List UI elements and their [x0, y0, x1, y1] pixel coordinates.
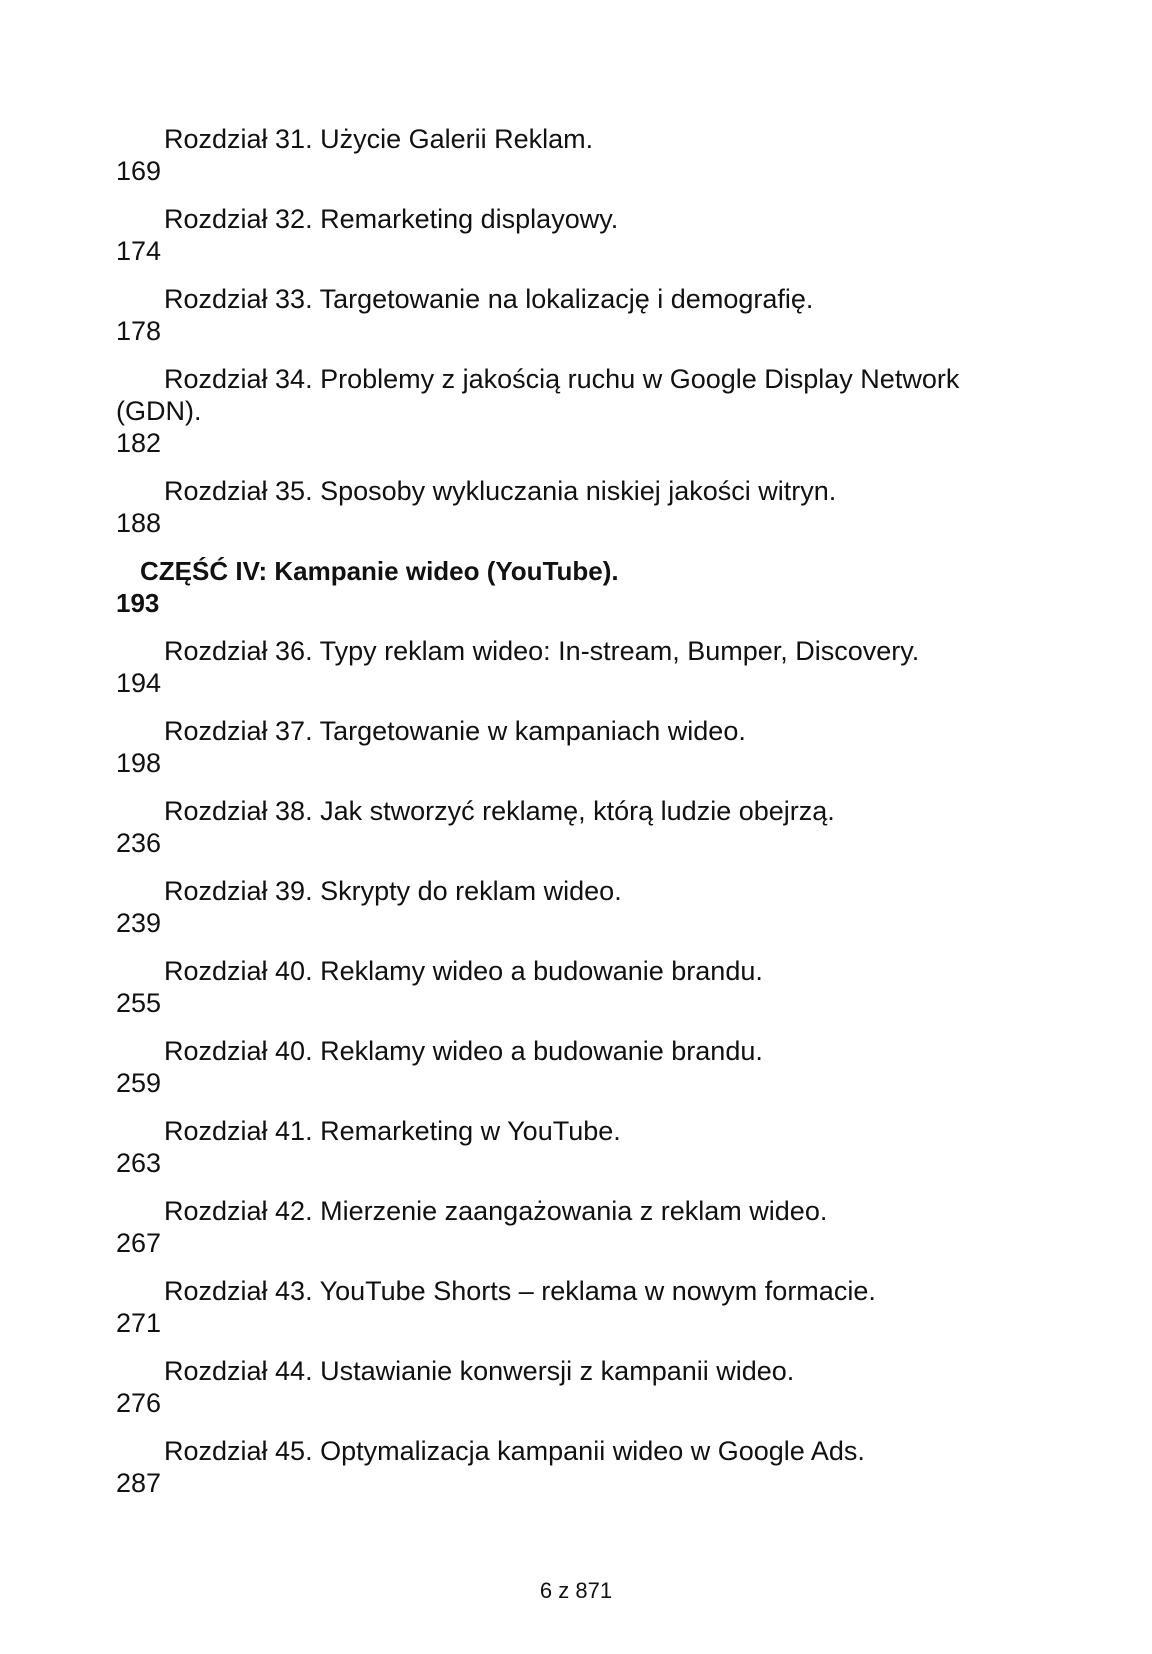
toc-entry-page: 287	[116, 1468, 162, 1498]
toc-entry-page: 194	[116, 668, 162, 698]
toc-entry-ch34[interactable]	[116, 363, 1016, 459]
toc-entry-title: Rozdział 31. Użycie Galerii Reklam.	[164, 124, 594, 154]
toc-entry-ch42[interactable]	[116, 1195, 1016, 1259]
toc-entry-ch38[interactable]	[116, 795, 1016, 859]
toc-entry-title: Rozdział 43. YouTube Shorts – reklama w nowym formacie.	[164, 1276, 876, 1306]
toc-entry-ch35[interactable]	[116, 475, 1016, 539]
toc-entry-ch32[interactable]	[116, 203, 1016, 267]
toc-entry-ch37[interactable]	[116, 715, 1016, 779]
toc-entry-title: Rozdział 32. Remarketing displayowy.	[164, 204, 619, 234]
toc-entry-page: 182	[116, 428, 162, 458]
toc-entry-ch40-repeat[interactable]	[116, 1035, 1016, 1099]
toc-entry-page: 239	[116, 908, 162, 938]
toc-entry-page: 198	[116, 748, 162, 778]
toc-entry-title: Rozdział 34. Problemy z jakością ruchu w Google Display Network (GDN).	[116, 364, 960, 426]
toc-entry-page: 188	[116, 508, 162, 538]
page-indicator: 6 z 871	[539, 1578, 613, 1603]
toc-entry-page: 276	[116, 1388, 162, 1418]
toc-entry-ch40[interactable]	[116, 955, 1016, 1019]
table-of-contents	[116, 123, 1016, 1515]
toc-entry-ch33[interactable]	[116, 283, 1016, 347]
toc-entry-page: 263	[116, 1148, 162, 1178]
toc-entry-title: Rozdział 40. Reklamy wideo a budowanie brandu.	[164, 956, 763, 986]
toc-entry-title: Rozdział 33. Targetowanie na lokalizację i demografię.	[164, 284, 814, 314]
toc-entry-page: 174	[116, 236, 162, 266]
toc-part-title: CZĘŚĆ IV: Kampanie wideo (YouTube).	[140, 556, 619, 586]
toc-entry-ch44[interactable]	[116, 1355, 1016, 1419]
toc-entry-ch45[interactable]	[116, 1435, 1016, 1499]
toc-entry-ch43[interactable]	[116, 1275, 1016, 1339]
toc-entry-ch36[interactable]	[116, 635, 1016, 699]
toc-entry-page: 271	[116, 1308, 162, 1338]
toc-entry-title: Rozdział 35. Sposoby wykluczania niskiej jakości witryn.	[164, 476, 837, 506]
toc-entry-page: 236	[116, 828, 162, 858]
toc-entry-title: Rozdział 41. Remarketing w YouTube.	[164, 1116, 621, 1146]
toc-entry-title: Rozdział 40. Reklamy wideo a budowanie brandu.	[164, 1036, 763, 1066]
toc-part-page: 193	[116, 588, 160, 618]
toc-entry-ch41[interactable]	[116, 1115, 1016, 1179]
toc-entry-page: 255	[116, 988, 162, 1018]
toc-entry-title: Rozdział 42. Mierzenie zaangażowania z reklam wideo.	[164, 1196, 828, 1226]
toc-entry-ch31[interactable]	[116, 123, 1016, 187]
toc-entry-title: Rozdział 44. Ustawianie konwersji z kampanii wideo.	[164, 1356, 795, 1386]
toc-entry-title: Rozdział 39. Skrypty do reklam wideo.	[164, 876, 622, 906]
toc-part-heading-4[interactable]	[116, 555, 1016, 619]
toc-entry-title: Rozdział 38. Jak stworzyć reklamę, którą ludzie obejrzą.	[164, 796, 835, 826]
toc-entry-title: Rozdział 37. Targetowanie w kampaniach wideo.	[164, 716, 746, 746]
toc-entry-page: 169	[116, 156, 162, 186]
toc-entry-page: 259	[116, 1068, 162, 1098]
toc-entry-ch39[interactable]	[116, 875, 1016, 939]
toc-entry-title: Rozdział 45. Optymalizacja kampanii wideo w Google Ads.	[164, 1436, 865, 1466]
toc-entry-page: 267	[116, 1228, 162, 1258]
toc-entry-page: 178	[116, 316, 162, 346]
toc-entry-title: Rozdział 36. Typy reklam wideo: In-stream, Bumper, Discovery.	[164, 636, 920, 666]
